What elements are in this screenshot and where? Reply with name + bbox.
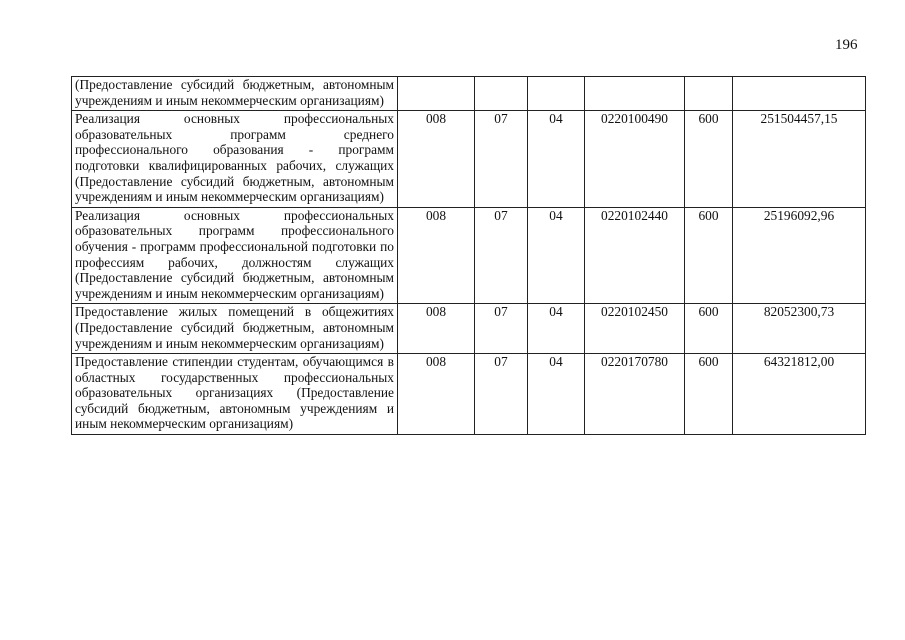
section-cell: 07 bbox=[475, 207, 528, 304]
subsection-cell bbox=[528, 77, 585, 111]
expense-type-cell: 600 bbox=[685, 304, 733, 354]
expense-type-cell: 600 bbox=[685, 207, 733, 304]
table-row bbox=[72, 111, 866, 208]
row-description: Предоставление жилых помещений в общежитиях (Предоставление субсидий бюджетным, автономным учреждениям и иным некоммерческим организациям) bbox=[72, 304, 398, 354]
subsection-cell: 04 bbox=[528, 354, 585, 435]
subsection-cell: 04 bbox=[528, 207, 585, 304]
target-article-cell: 0220102450 bbox=[585, 304, 685, 354]
target-article-cell: 0220102440 bbox=[585, 207, 685, 304]
expense-type-cell: 600 bbox=[685, 111, 733, 208]
amount-cell: 25196092,96 bbox=[733, 207, 866, 304]
amount-cell: 251504457,15 bbox=[733, 111, 866, 208]
amount-cell: 64321812,00 bbox=[733, 354, 866, 435]
row-description: Реализация основных профессиональных образовательных программ профессионального обучения - программ профессиональной подготовки по профессиям рабочих, должностям служащих (Предоставление субсидий бюджетным, автономным учреждениям и иным некоммерческим организациям) bbox=[72, 207, 398, 304]
target-article-cell bbox=[585, 77, 685, 111]
subsection-cell: 04 bbox=[528, 304, 585, 354]
table-row bbox=[72, 354, 866, 435]
target-article-cell: 0220100490 bbox=[585, 111, 685, 208]
row-description: Предоставление стипендии студентам, обучающимся в областных государственных профессиональных образовательных организациях (Предоставление субсидий бюджетным, автономным учреждениям и иным некоммерческим организациям) bbox=[72, 354, 398, 435]
budget-table bbox=[71, 76, 866, 435]
amount-cell: 82052300,73 bbox=[733, 304, 866, 354]
admin-code-cell: 008 bbox=[398, 304, 475, 354]
expense-type-cell: 600 bbox=[685, 354, 733, 435]
admin-code-cell: 008 bbox=[398, 354, 475, 435]
section-cell bbox=[475, 77, 528, 111]
section-cell: 07 bbox=[475, 354, 528, 435]
target-article-cell: 0220170780 bbox=[585, 354, 685, 435]
table-row bbox=[72, 77, 866, 111]
admin-code-cell: 008 bbox=[398, 207, 475, 304]
subsection-cell: 04 bbox=[528, 111, 585, 208]
admin-code-cell bbox=[398, 77, 475, 111]
section-cell: 07 bbox=[475, 304, 528, 354]
amount-cell bbox=[733, 77, 866, 111]
table-row bbox=[72, 207, 866, 304]
admin-code-cell: 008 bbox=[398, 111, 475, 208]
row-description: Реализация основных профессиональных образовательных программ среднего профессионального образования - программ подготовки квалифицированных рабочих, служащих (Предоставление субсидий бюджетным, автономным учреждениям и иным некоммерческим организациям) bbox=[72, 111, 398, 208]
expense-type-cell bbox=[685, 77, 733, 111]
row-description: (Предоставление субсидий бюджетным, автономным учреждениям и иным некоммерческим организациям) bbox=[72, 77, 398, 111]
page-number: 196 bbox=[835, 37, 858, 53]
table-row bbox=[72, 304, 866, 354]
section-cell: 07 bbox=[475, 111, 528, 208]
